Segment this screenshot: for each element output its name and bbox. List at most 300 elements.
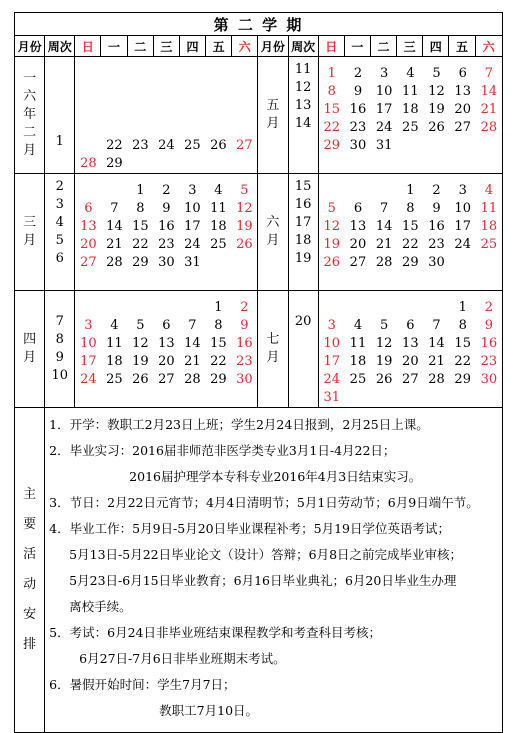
day-cell: 14 [106,219,123,234]
day-cell: 6 [353,201,363,216]
day-cell: 27 [402,372,419,387]
day-cell: 2 [484,300,494,315]
week-number: 9 [55,350,64,365]
days-grid [75,57,257,173]
week-row [75,272,257,290]
day-cell [423,137,449,155]
week-row [319,101,502,119]
day-cell [153,101,179,119]
week-number [289,151,318,169]
day-cell: 29 [210,372,227,387]
week-number [45,115,74,133]
day-cell: 26 [236,237,253,252]
day-cell: 8 [406,201,415,216]
day-header-sat-right: 六 [475,36,502,57]
week-number [45,295,74,313]
day-cell [205,254,231,272]
day-cell [75,272,101,290]
week-number: 5 [55,233,64,248]
day-cell: 28 [480,120,498,135]
day-cell: 23 [480,354,498,369]
day-cell [127,101,153,119]
day-header-wed-right: 三 [397,36,423,57]
day-cell: 25 [184,138,201,153]
day-cell: 28 [106,255,123,270]
day-cell: 13 [349,219,367,234]
week-number: 6 [55,251,64,266]
day-cell: 7 [380,201,389,216]
week-number: 17 [294,215,312,230]
week-number: 4 [55,215,64,230]
day-cell: 5 [136,318,145,333]
day-cell: 23 [158,237,175,252]
week-number [289,349,318,367]
day-cell: 2 [432,183,441,198]
day-cell: 2 [240,300,249,315]
week-header-right: 周次 [288,36,318,57]
day-cell: 9 [240,318,249,333]
days-grid [319,57,502,173]
day-cell [450,254,476,272]
day-cell: 19 [375,354,393,369]
day-cell: 28 [428,372,445,387]
week-cell [288,291,318,408]
week-cell [45,57,75,174]
days-grid-cell [75,174,258,291]
day-cell: 15 [454,336,471,351]
day-cell [205,119,231,137]
day-header-wed: 三 [153,36,179,57]
activity-line: 5月23日-6月15日毕业教育；6月16日毕业典礼；6月20日毕业生办理 [69,573,457,588]
week-row [319,389,502,407]
day-cell: 20 [349,237,367,252]
activity-line: 1．开学：教职工2月23日上班；学生2月24日报到，2月25日上课。 [49,417,429,432]
days-grid-cell [318,291,502,408]
day-cell: 2 [162,183,171,198]
week-row [75,317,257,335]
day-cell: 24 [80,372,97,387]
days-grid [319,174,502,290]
week-number [289,295,318,313]
day-cell: 19 [323,237,341,252]
day-cell: 30 [428,255,445,270]
day-cell: 12 [236,201,253,216]
week-number: 7 [55,314,64,329]
day-cell: 16 [349,102,367,117]
week-row [319,371,502,389]
month-cell [15,57,45,174]
day-cell [345,299,371,317]
week-number: 14 [294,116,312,131]
day-cell: 9 [353,84,363,99]
day-cell: 15 [132,219,149,234]
week-number [45,61,74,79]
day-cell [397,389,423,407]
week-number: 13 [294,98,312,113]
day-cell [179,83,205,101]
day-cell: 16 [158,219,175,234]
activity-line: 教职工7月10日。 [159,703,259,718]
day-cell [127,155,153,173]
activities-label: 主要活动安排 [23,487,37,652]
week-row [75,119,257,137]
day-cell: 5 [380,318,389,333]
day-cell [179,119,205,137]
day-cell: 10 [184,201,201,216]
day-cell [231,65,257,83]
day-cell: 21 [375,237,393,252]
days-grid-cell [318,174,502,291]
day-cell: 25 [480,237,498,252]
week-row [75,83,257,101]
day-header-fri: 五 [206,36,232,57]
week-row [75,353,257,371]
day-cell: 27 [80,255,97,270]
day-cell: 14 [184,336,201,351]
week-row [319,353,502,371]
day-cell [153,389,179,407]
day-header-fri-right: 五 [449,36,475,57]
day-cell: 21 [184,354,201,369]
month-header-right: 月份 [258,36,288,57]
day-cell: 29 [402,255,419,270]
day-cell: 18 [210,219,227,234]
day-cell: 21 [106,237,123,252]
day-cell: 15 [402,219,419,234]
day-cell: 4 [110,318,119,333]
week-number [45,97,74,115]
day-cell: 23 [349,120,367,135]
day-cell: 18 [402,102,419,117]
day-cell [153,83,179,101]
day-cell: 21 [428,354,445,369]
day-cell: 3 [84,318,93,333]
week-number [45,79,74,97]
activity-line: 4．毕业工作：5月9日-5月20日毕业课程补考；5月19日学位英语考试； [49,521,450,536]
days-grid [319,291,502,407]
day-cell: 7 [484,66,494,81]
day-cell: 10 [454,201,471,216]
week-row [75,101,257,119]
day-cell: 26 [375,372,393,387]
day-cell: 8 [327,84,336,99]
day-cell: 6 [84,201,93,216]
day-cell [179,272,205,290]
activities-row [15,408,503,733]
day-cell: 24 [158,138,175,153]
day-cell: 4 [484,183,494,198]
day-cell: 4 [353,318,363,333]
day-cell: 6 [458,66,467,81]
day-cell: 26 [132,372,149,387]
week-row [319,119,502,137]
calendar-block-row [15,291,503,408]
day-cell: 28 [184,372,201,387]
day-cell: 18 [480,219,498,234]
day-header-thu-right: 四 [423,36,449,57]
week-number: 19 [294,251,312,266]
day-cell [231,272,257,290]
day-cell: 26 [210,138,227,153]
day-cell: 27 [236,138,253,153]
day-header-sat: 六 [232,36,258,57]
day-cell [101,65,127,83]
day-header-tue: 二 [127,36,153,57]
day-cell: 7 [432,318,441,333]
week-number [289,133,318,151]
week-row [319,83,502,101]
day-cell: 11 [349,336,367,351]
day-cell: 11 [480,201,498,216]
day-cell [127,272,153,290]
week-number: 12 [294,80,312,95]
day-cell: 10 [80,336,97,351]
day-cell: 4 [406,66,415,81]
day-cell: 12 [323,219,341,234]
day-cell [231,389,257,407]
day-cell: 13 [80,219,97,234]
day-cell: 18 [106,354,123,369]
day-cell [423,272,449,290]
day-cell: 1 [406,183,415,198]
day-cell: 7 [188,318,197,333]
week-row [75,371,257,389]
day-cell [153,155,179,173]
day-cell: 15 [210,336,227,351]
week-row [319,335,502,353]
week-row [75,182,257,200]
day-cell [75,65,101,83]
week-number [45,151,74,169]
day-cell: 17 [80,354,97,369]
day-cell [476,155,502,173]
activity-line: 离校手续。 [69,599,132,614]
day-cell: 26 [323,255,341,270]
semester-title: 第 二 学 期 [15,13,503,36]
day-cell [205,272,231,290]
day-cell [179,299,205,317]
day-cell: 20 [80,237,97,252]
week-row [319,65,502,83]
week-row [319,155,502,173]
day-cell: 30 [480,372,498,387]
day-cell: 25 [349,372,367,387]
activity-line: 2016届护理学本专科专业2016年4月3日结束实习。 [129,469,422,484]
week-number: 10 [51,368,69,383]
day-cell: 8 [458,318,467,333]
day-cell: 24 [375,120,393,135]
week-number [45,385,74,403]
day-cell: 14 [428,336,445,351]
week-number [289,268,318,286]
day-cell: 8 [136,201,145,216]
day-cell [450,389,476,407]
week-row [75,218,257,236]
day-cell [319,299,345,317]
day-cell: 18 [349,354,367,369]
day-cell: 29 [106,156,123,171]
month-label: 一六年二月 [23,71,37,158]
days-grid-cell [318,57,502,174]
week-number: 2 [55,179,64,194]
day-cell: 3 [327,318,336,333]
week-row [319,218,502,236]
day-header-thu: 四 [179,36,205,57]
day-cell: 27 [158,372,175,387]
day-cell [319,272,345,290]
day-cell [476,389,502,407]
day-cell: 12 [132,336,149,351]
day-cell [75,299,101,317]
day-cell [75,83,101,101]
day-cell: 16 [236,336,253,351]
day-cell [397,299,423,317]
day-cell: 29 [132,255,149,270]
day-cell: 31 [375,138,393,153]
day-cell: 23 [132,138,149,153]
day-cell: 10 [375,84,393,99]
day-cell [450,137,476,155]
day-cell: 2 [353,66,363,81]
day-cell [101,119,127,137]
day-cell: 29 [454,372,471,387]
day-cell: 13 [402,336,419,351]
day-cell: 1 [458,300,467,315]
day-cell: 19 [132,354,149,369]
calendar-page [14,12,503,718]
header-row [15,36,503,57]
day-cell [450,272,476,290]
day-cell [423,299,449,317]
day-header-mon-right: 一 [344,36,370,57]
month-label: 五月 [266,98,280,131]
days-grid [75,291,257,407]
day-cell [345,389,371,407]
week-row [75,299,257,317]
day-cell: 16 [480,336,498,351]
day-cell: 15 [323,102,341,117]
day-cell: 30 [236,372,253,387]
month-cell [258,174,288,291]
day-cell: 17 [375,102,393,117]
day-cell [397,155,423,173]
day-cell [75,119,101,137]
day-cell: 27 [349,255,367,270]
day-cell: 6 [162,318,171,333]
day-cell: 9 [162,201,171,216]
month-cell [258,57,288,174]
day-cell [345,155,371,173]
day-cell: 22 [132,237,149,252]
day-cell [101,182,127,200]
day-cell [75,182,101,200]
day-cell: 10 [323,336,341,351]
week-cell [45,291,75,408]
day-cell: 17 [323,354,341,369]
day-cell: 23 [236,354,253,369]
month-label: 三月 [23,215,37,248]
day-cell: 20 [158,354,175,369]
week-number: 15 [294,179,312,194]
day-cell: 13 [158,336,175,351]
week-number [289,385,318,403]
activities-label-cell [15,408,45,733]
day-cell: 24 [184,237,201,252]
week-row [319,272,502,290]
day-cell: 16 [428,219,445,234]
week-number: 18 [294,233,312,248]
day-cell [319,155,345,173]
activities-body [45,408,503,733]
day-cell [476,137,502,155]
day-cell: 9 [432,201,441,216]
day-cell: 1 [136,183,145,198]
day-cell: 22 [454,354,471,369]
day-cell: 28 [80,156,97,171]
day-cell: 11 [402,84,419,99]
day-cell: 26 [428,120,445,135]
day-cell: 25 [106,372,123,387]
day-cell [371,272,397,290]
day-cell [101,299,127,317]
day-cell [397,137,423,155]
days-grid-cell [75,291,258,408]
day-cell [127,389,153,407]
month-label: 七月 [266,332,280,365]
day-cell: 14 [375,219,393,234]
week-row [75,155,257,173]
month-cell [15,174,45,291]
day-cell [127,299,153,317]
day-cell [179,389,205,407]
day-cell: 11 [210,201,227,216]
day-header-sun-right: 日 [318,36,344,57]
week-cell [45,174,75,291]
calendar-block-row [15,174,503,291]
day-cell: 8 [214,318,223,333]
week-row [319,236,502,254]
day-cell: 31 [184,255,201,270]
day-cell: 29 [323,138,341,153]
day-cell [205,101,231,119]
activity-line: 5月13日-5月22日毕业论文（设计）答辩；6月8日之前完成毕业审核； [69,547,463,562]
week-number: 1 [55,134,64,149]
day-cell: 1 [327,66,336,81]
day-cell [371,389,397,407]
week-header: 周次 [45,36,75,57]
week-row [75,137,257,155]
day-cell: 22 [106,138,123,153]
day-cell: 5 [327,201,336,216]
day-header-mon: 一 [101,36,127,57]
week-number: 3 [55,197,64,212]
month-label: 六月 [266,215,280,248]
day-cell: 30 [349,138,367,153]
day-cell: 9 [484,318,494,333]
day-cell: 31 [323,390,341,405]
day-cell [101,101,127,119]
day-cell: 20 [454,102,471,117]
day-cell [423,389,449,407]
day-cell: 27 [454,120,471,135]
week-cell [288,57,318,174]
day-cell: 17 [184,219,201,234]
day-cell: 25 [210,237,227,252]
day-cell [205,65,231,83]
day-header-tue-right: 二 [370,36,396,57]
day-cell [153,299,179,317]
day-cell: 30 [158,255,175,270]
